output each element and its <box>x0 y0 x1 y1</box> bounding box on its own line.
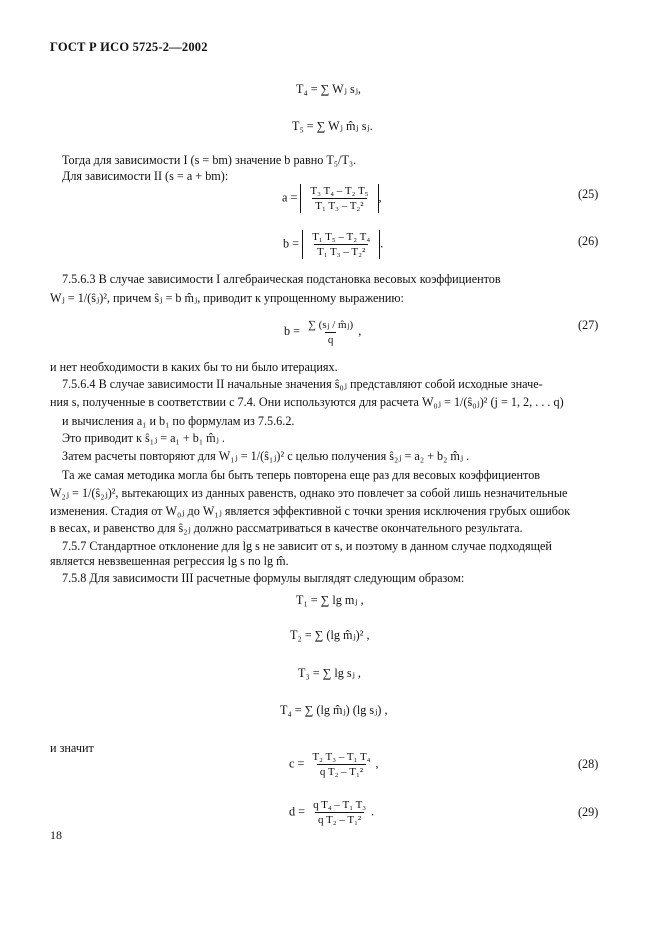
eq28-tail: , <box>375 756 379 771</box>
page-number: 18 <box>50 828 62 842</box>
paragraph-757-line1: 7.5.7 Стандартное отклонение для lg s не зависит от s, и поэтому в данном случае подходящей <box>62 539 552 553</box>
eq26-tail: . <box>380 236 384 251</box>
paragraph-7564-line2: ния s, полученные в соответствии с 7.4. Они используются для расчета W₀ⱼ = 1/(ŝ₀ⱼ)² (j = 1, 2, . . . q) <box>50 395 564 409</box>
equation-29 <box>289 799 374 826</box>
eq27-numerator: ∑ (sⱼ / m̂ⱼ) <box>308 319 354 331</box>
paragraph-7564-line8: изменения. Стадия от W₀ⱼ до W₁ⱼ является эффективной с точки зрения исключения грубых ошибок <box>50 504 571 518</box>
paragraph-7564-line3: и вычисления a₁ и b₁ по формулам из 7.5.6.2. <box>62 414 295 428</box>
formula-t3: T₃ = ∑ lg sⱼ , <box>298 666 361 680</box>
paragraph-7564-line6: Та же самая методика могла бы быть теперь повторена еще раз для весовых коэффициентов <box>62 468 541 482</box>
eq27-tail: , <box>358 323 362 338</box>
equation-number-27: (27) <box>578 318 599 332</box>
eq26-fraction <box>309 231 373 258</box>
paragraph-7564-line4: Это приводит к ŝ₁ⱼ = a₁ + b₁ m̂ⱼ . <box>62 431 225 445</box>
formula-t1: T₁ = ∑ lg mⱼ , <box>296 593 364 607</box>
paragraph-7564-line9: в весах, и равенство для ŝ₂ⱼ должно рассматриваться в качестве окончательного результата. <box>50 521 523 535</box>
formula-t2: T₂ = ∑ (lg m̂ⱼ)² , <box>290 628 370 642</box>
eq25-denominator: T₁ T₃ – T₂² <box>312 198 366 212</box>
eq29-lhs: d = <box>289 804 306 819</box>
equation-25 <box>282 184 382 213</box>
eq29-tail: . <box>371 804 375 819</box>
equation-number-25: (25) <box>578 187 599 201</box>
paragraph-758: 7.5.8 Для зависимости III расчетные формулы выглядят следующим образом: <box>62 571 465 585</box>
eq27-denominator: q <box>325 332 337 346</box>
paragraph-7564-line7: W₂ⱼ = 1/(ŝ₂ⱼ)², вытекающих из данных равенств, однако это повлечет за собой лишь незначительные <box>50 486 568 500</box>
paragraph-757-line2: является невзвешенная регрессия lg s по lg m̂. <box>50 554 289 568</box>
paragraph-7563-line2: Wⱼ = 1/(ŝⱼ)², причем ŝⱼ = b m̂ⱼ, приводит к упрощенному выражению: <box>50 291 404 305</box>
eq29-numerator: q T₄ – T₁ T₃ <box>313 799 367 811</box>
formula-t4: T₄ = ∑ Wⱼ sⱼ, <box>296 82 361 96</box>
eq25-fraction <box>307 185 371 212</box>
eq29-fraction <box>310 799 369 826</box>
equation-number-29: (29) <box>578 805 599 819</box>
text-dependency-1: Тогда для зависимости I (s = bm) значение b равно T₅/T₃. <box>62 153 357 167</box>
paragraph-7564-line1: 7.5.6.4 В случае зависимости II начальные значения ŝ₀ⱼ представляют собой исходные значе- <box>62 377 543 391</box>
paragraph-7563-line1: 7.5.6.3 В случае зависимости I алгебраическая подстановка весовых коэффициентов <box>62 272 501 286</box>
eq27-fraction <box>305 318 356 346</box>
eq26-lhs: b = <box>283 236 300 251</box>
standard-header: ГОСТ Р ИСО 5725-2—2002 <box>50 40 208 54</box>
formula-t5: T₅ = ∑ Wⱼ m̂ⱼ sⱼ. <box>292 119 373 133</box>
eq27-lhs: b = <box>284 323 301 338</box>
eq28-numerator: T₂ T₃ – T₁ T₄ <box>312 751 371 763</box>
text-no-iterations: и нет необходимости в каких бы то ни было итерациях. <box>50 360 338 374</box>
eq28-fraction <box>309 751 373 778</box>
eq25-tail: , <box>378 190 382 205</box>
eq25-lhs: a = <box>282 190 298 205</box>
eq29-denominator: q T₂ – T₁² <box>315 812 364 826</box>
equation-26 <box>283 230 383 259</box>
eq25-numerator: T₃ T₄ – T₂ T₅ <box>310 185 369 197</box>
equation-27 <box>284 318 361 346</box>
equation-28 <box>289 751 379 778</box>
text-dependency-2: Для зависимости II (s = a + bm): <box>62 169 229 183</box>
text-and-so: и значит <box>50 741 94 755</box>
eq28-denominator: q T₂ – T₁² <box>317 764 366 778</box>
formula-t4-log: T₄ = ∑ (lg m̂ⱼ) (lg sⱼ) , <box>280 703 388 717</box>
paragraph-7564-line5: Затем расчеты повторяют для W₁ⱼ = 1/(ŝ₁ⱼ)² с целью получения ŝ₂ⱼ = a₂ + b₂ m̂ⱼ . <box>62 449 470 463</box>
eq26-numerator: T₁ T₅ – T₂ T₄ <box>312 231 371 243</box>
eq28-lhs: c = <box>289 756 305 771</box>
equation-number-26: (26) <box>578 234 599 248</box>
equation-number-28: (28) <box>578 757 599 771</box>
eq26-denominator: T₁ T₃ – T₂² <box>314 244 368 258</box>
